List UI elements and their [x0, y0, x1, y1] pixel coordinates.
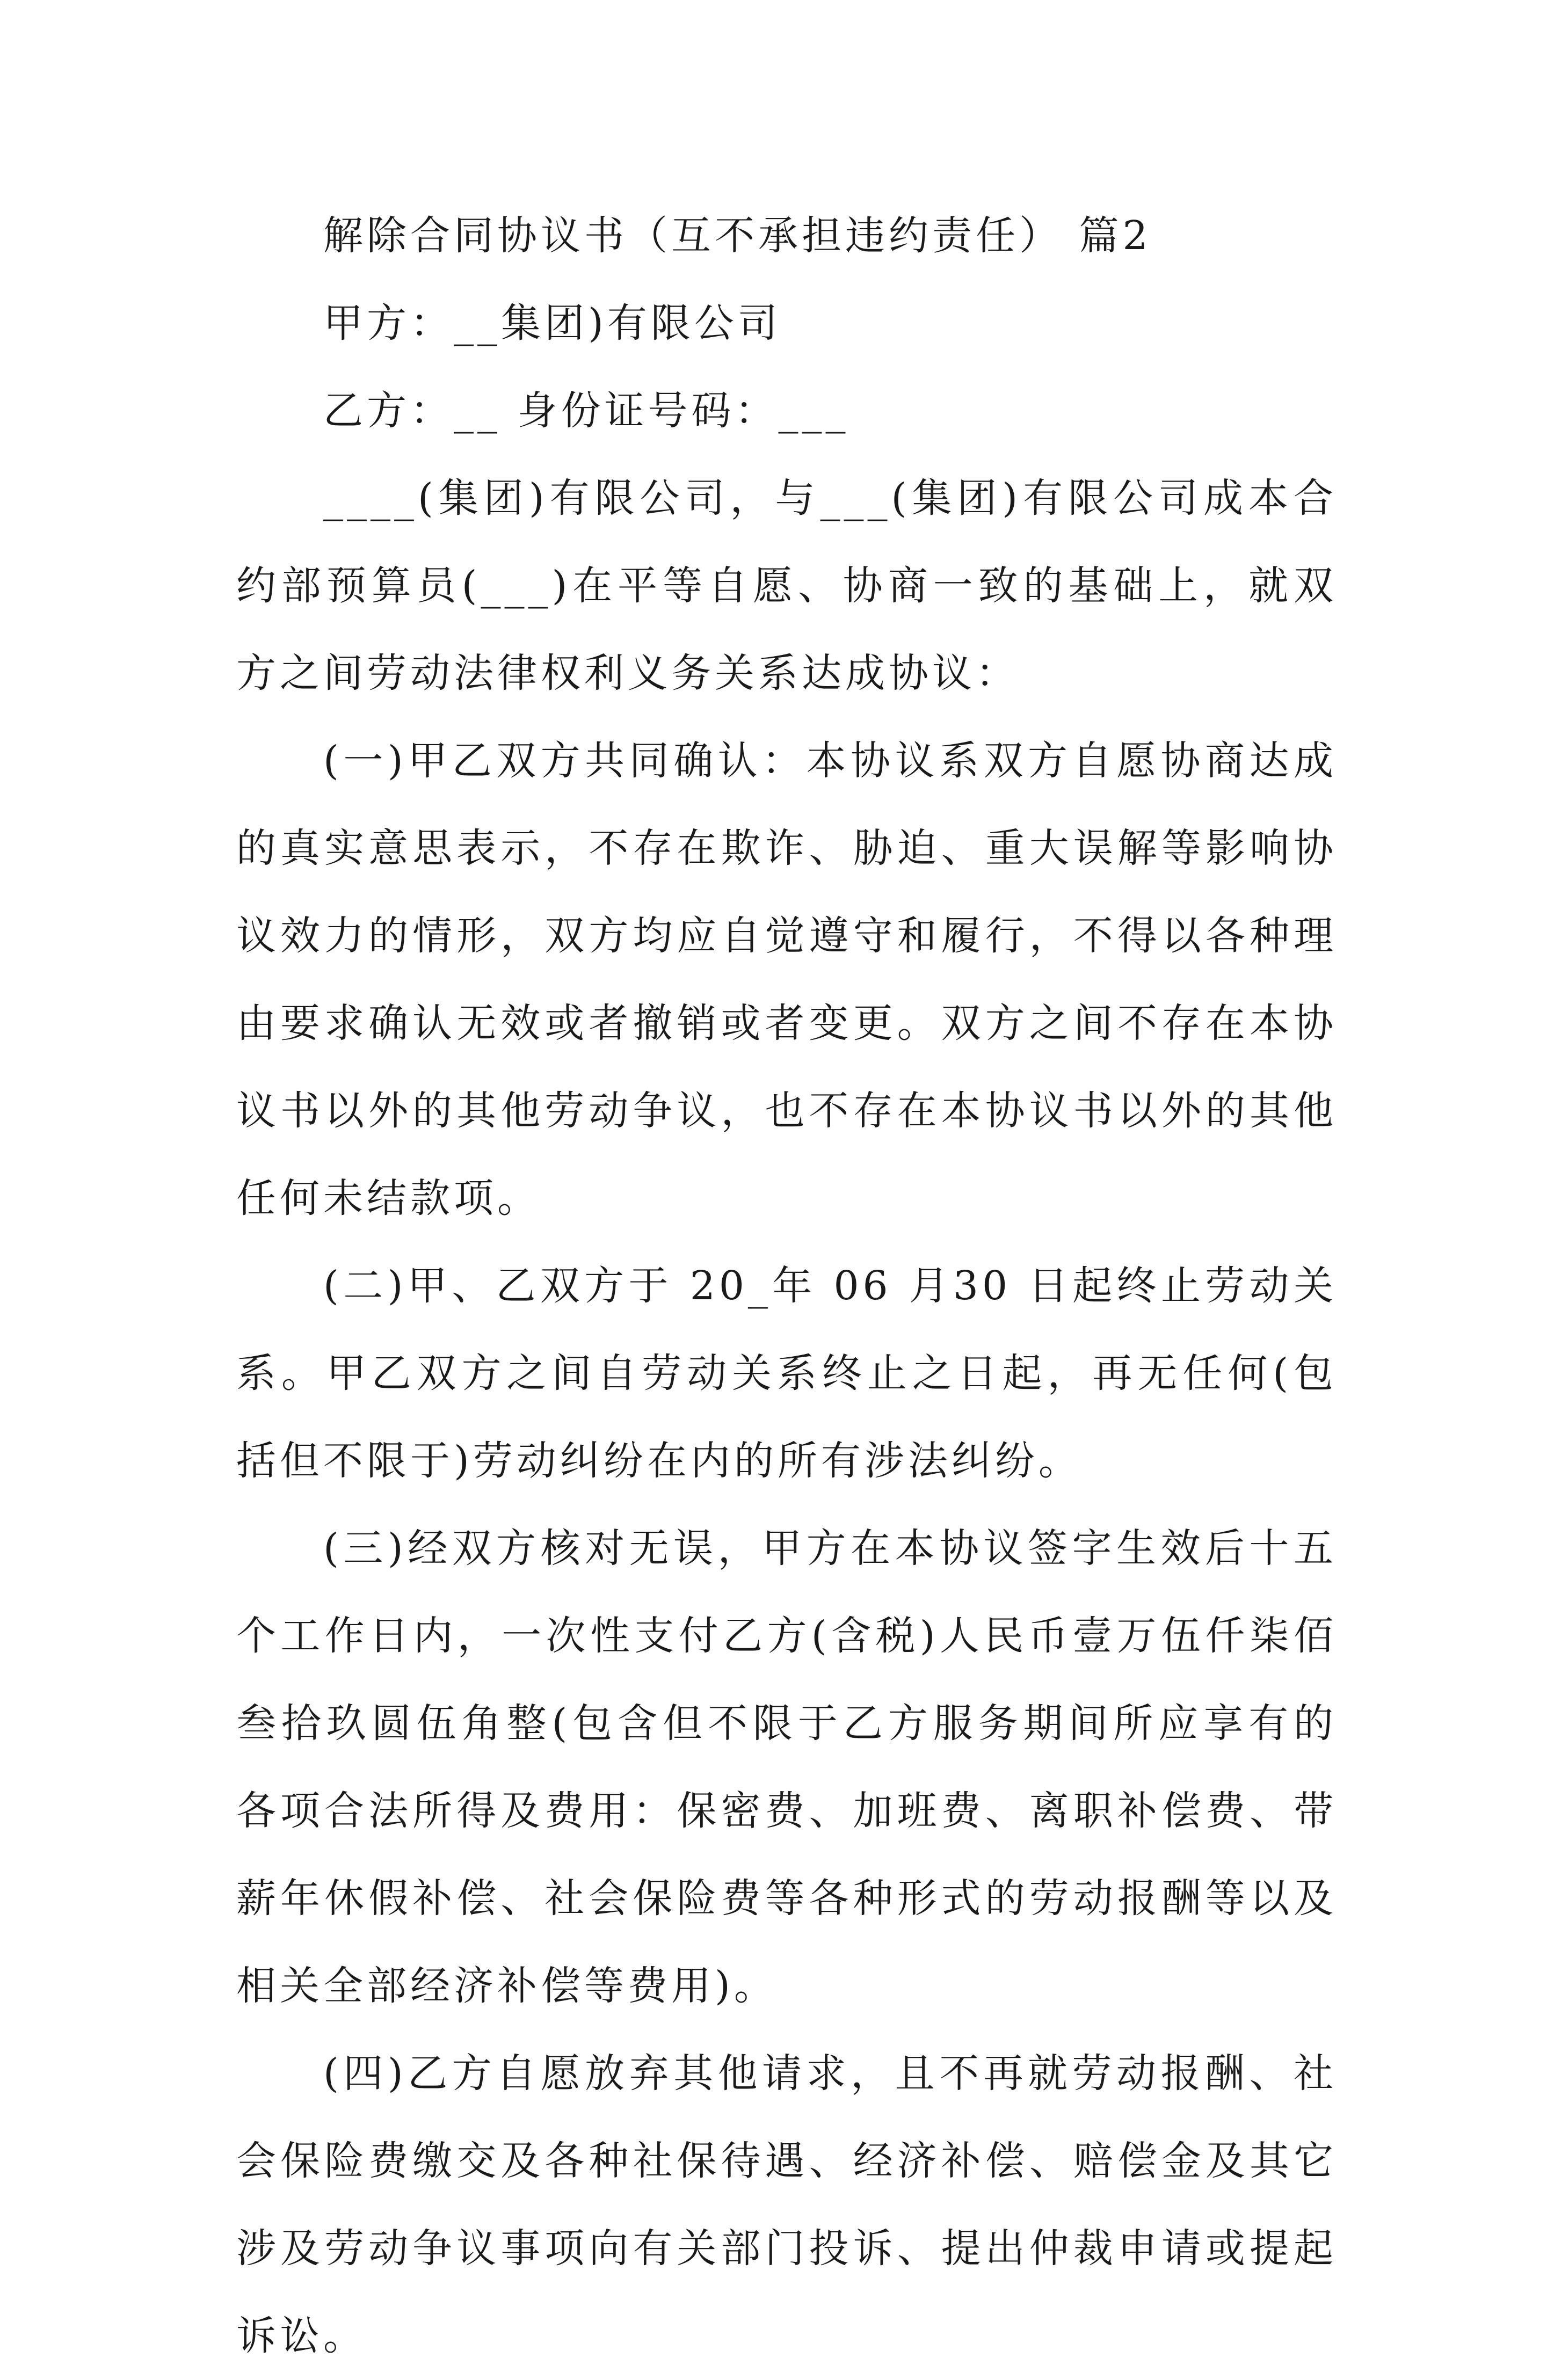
clause-3-paragraph: (三)经双方核对无误，甲方在本协议签字生效后十五个工作日内，一次性支付乙方(含税)人民币壹万伍仟柒佰叁拾玖圆伍角整(包含但不限于乙方服务期间所应享有的各项合法所得及费用：保密费、加班费、离职补偿费、带薪年休假补偿、社会保险费等各种形式的劳动报酬等以及相关全部经济补偿等费用)。 [236, 1525, 1337, 2009]
intro-paragraph: ____(集团)有限公司，与___(集团)有限公司成本合约部预算员(___)在平等自愿、协商一致的基础上，就双方之间劳动法律权利义务关系达成协议： [236, 475, 1337, 696]
clause-2-paragraph: (二)甲、乙双方于 20_年 06 月30 日起终止劳动关系。甲乙双方之间自劳动关系终止之日起，再无任何(包括但不限于)劳动纠纷在内的所有涉法纠纷。 [236, 1263, 1337, 1484]
party-b-line: 乙方：__ 身份证号码：___ [323, 388, 849, 434]
document-body [236, 192, 1337, 2380]
party-a-line: 甲方：__集团)有限公司 [323, 300, 781, 346]
clause-4-paragraph: (四)乙方自愿放弃其他请求，且不再就劳动报酬、社会保险费缴交及各种社保待遇、经济补偿、赔偿金及其它涉及劳动争议事项向有关部门投诉、提出仲裁申请或提起诉讼。 [236, 2050, 1337, 2359]
clause-1-paragraph: (一)甲乙双方共同确认：本协议系双方自愿协商达成的真实意思表示，不存在欺诈、胁迫、重大误解等影响协议效力的情形，双方均应自觉遵守和履行，不得以各种理由要求确认无效或者撤销或者变更。双方之间不存在本协议书以外的其他劳动争议，也不存在本协议书以外的其他任何未结款项。 [236, 738, 1337, 1221]
document-title: 解除合同协议书（互不承担违约责任） 篇2 [323, 213, 1152, 259]
